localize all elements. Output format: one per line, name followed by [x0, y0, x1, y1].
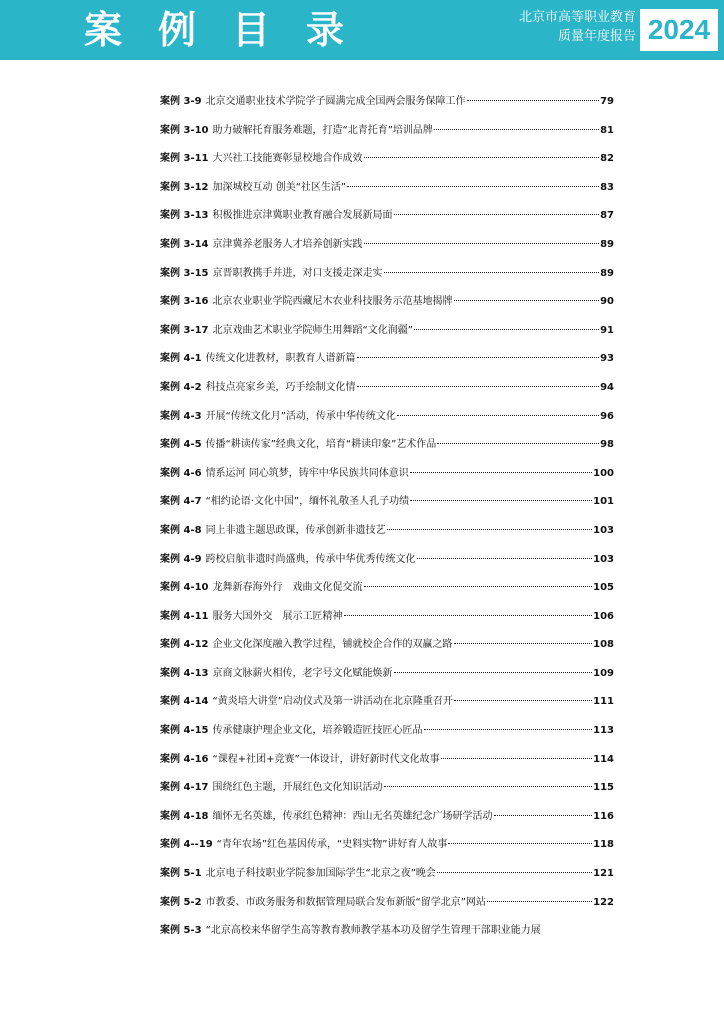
toc-entry[interactable]	[160, 774, 614, 803]
toc-entry-title: 北京电子科技职业学院参加国际学生“北京之夜”晚会	[205, 868, 436, 880]
toc-entry[interactable]	[160, 688, 614, 717]
toc-entry[interactable]	[160, 231, 614, 260]
toc-entry-page: 98	[600, 439, 614, 451]
toc-entry[interactable]	[160, 117, 614, 146]
toc-entry-title: 企业文化深度融入教学过程，铺就校企合作的双赢之路	[212, 639, 453, 651]
toc-entry-page: 91	[600, 324, 614, 336]
toc-entry-number: 案例 5-1	[160, 868, 202, 880]
toc-leader-dots	[364, 242, 600, 244]
toc-entry-number: 案例 4-3	[160, 410, 202, 422]
toc-entry[interactable]	[160, 546, 614, 575]
toc-entry-number: 案例 4-16	[160, 753, 209, 765]
toc-leader-dots	[387, 528, 593, 530]
toc-entry-title: “青年农场”红色基因传承，“史料实物”讲好育人故事	[216, 839, 448, 851]
toc-entry-number: 案例 3-9	[160, 96, 202, 107]
toc-entry-title: 传承健康护理企业文化，培养锻造匠技匠心匠品	[212, 725, 423, 737]
toc-leader-dots	[397, 414, 599, 416]
toc-entry-title: 北京交通职业技术学院学子圆满完成全国两会服务保障工作	[205, 96, 466, 107]
report-subtitle-line2: 质量年度报告	[557, 29, 636, 44]
toc-entry[interactable]	[160, 603, 614, 632]
toc-entry-number: 案例 5-3	[160, 925, 202, 937]
toc-entry-number: 案例 3-16	[160, 296, 209, 308]
toc-leader-dots	[424, 728, 593, 730]
toc-entry-page: 106	[593, 610, 614, 622]
toc-entry-page: 96	[600, 410, 614, 422]
toc-leader-dots	[454, 642, 593, 644]
toc-leader-dots	[394, 671, 593, 673]
toc-entry-page: 103	[593, 553, 614, 565]
header-banner	[0, 0, 724, 60]
toc-entry[interactable]	[160, 574, 614, 603]
toc-entry-number: 案例 4-1	[160, 353, 202, 365]
report-subtitle-line1: 北京市高等职业教育	[518, 10, 636, 25]
toc-entry[interactable]	[160, 403, 614, 432]
toc-entry-title: 京津冀养老服务人才培养创新实践	[212, 238, 363, 250]
toc-entry-page: 83	[600, 181, 614, 193]
toc-entry-number: 案例 4-17	[160, 782, 209, 794]
toc-entry-page: 108	[593, 639, 614, 651]
toc-entry[interactable]	[160, 917, 614, 946]
toc-entry[interactable]	[160, 202, 614, 231]
toc-entry-page: 81	[600, 124, 614, 136]
toc-entry-page: 101	[593, 496, 614, 508]
toc-entry-page: 109	[593, 667, 614, 679]
toc-entry-title: “黄炎培大讲堂”启动仪式及第一讲活动在北京隆重召开	[212, 696, 453, 708]
toc-leader-dots	[434, 128, 599, 130]
toc-entry-number: 案例 3-12	[160, 181, 209, 193]
toc-entry-number: 案例 3-15	[160, 267, 209, 279]
toc-entry-page: 89	[600, 267, 614, 279]
page-title: 案例目录	[84, 8, 381, 52]
toc-entry-title: 龙舞新春海外行 戏曲文化促交流	[212, 582, 363, 594]
toc-entry-title: 情系运河 同心筑梦，铸牢中华民族共同体意识	[205, 467, 409, 479]
toc-entry-title: 积极推进京津冀职业教育融合发展新局面	[212, 210, 393, 222]
toc-entry-page: 79	[600, 96, 614, 107]
toc-entry-page: 103	[593, 524, 614, 536]
toc-entry-title: 大兴社工技能赛彰显校地合作成效	[212, 153, 363, 165]
toc-entry[interactable]	[160, 317, 614, 346]
toc-entry-title: “课程+社团+竞赛”一体设计，讲好新时代文化故事	[212, 753, 440, 765]
toc-entry[interactable]	[160, 803, 614, 832]
toc-entry[interactable]	[160, 460, 614, 489]
toc-entry-title: 加深城校互动 创美“社区生活”	[212, 181, 347, 193]
toc-entry[interactable]	[160, 345, 614, 374]
toc-entry-number: 案例 3-13	[160, 210, 209, 222]
toc-entry[interactable]	[160, 831, 614, 860]
toc-leader-dots	[410, 499, 592, 501]
toc-entry[interactable]	[160, 431, 614, 460]
toc-entry-number: 案例 4--19	[160, 839, 213, 851]
toc-entry[interactable]	[160, 746, 614, 775]
toc-entry-number: 案例 4-18	[160, 810, 209, 822]
toc-entry[interactable]	[160, 174, 614, 203]
toc-entry-title: 传播“耕读传家”经典文化，培育“耕读印象”艺术作品	[205, 439, 437, 451]
toc-entry[interactable]	[160, 374, 614, 403]
toc-entry[interactable]	[160, 717, 614, 746]
toc-entry-number: 案例 3-10	[160, 124, 209, 136]
toc-entry[interactable]	[160, 88, 614, 117]
table-of-contents	[160, 88, 614, 946]
toc-leader-dots	[394, 213, 600, 215]
toc-entry-number: 案例 3-17	[160, 324, 209, 336]
toc-leader-dots	[487, 900, 592, 902]
toc-entry[interactable]	[160, 889, 614, 918]
toc-entry-title: “北京高校来华留学生高等教育教师教学基本功及留学生管理干部职业能力展	[205, 925, 541, 937]
toc-entry-title: 京晋职教携手并进，对口支援走深走实	[212, 267, 383, 279]
toc-entry-title: 跨校启航非遗时尚盛典，传承中华优秀传统文化	[205, 553, 416, 565]
toc-entry-page: 121	[593, 868, 614, 880]
toc-entry[interactable]	[160, 288, 614, 317]
toc-entry-title: 传统文化进教材，职教育人谱新篇	[205, 353, 356, 365]
toc-entry[interactable]	[160, 488, 614, 517]
toc-entry-page: 113	[593, 725, 614, 737]
toc-entry-title: 服务大国外交 展示工匠精神	[212, 610, 343, 622]
toc-entry-number: 案例 4-12	[160, 639, 209, 651]
toc-leader-dots	[410, 471, 592, 473]
toc-entry-page: 105	[593, 582, 614, 594]
report-year: 2024	[640, 9, 718, 51]
toc-entry-page: 90	[600, 296, 614, 308]
toc-entry-number: 案例 3-14	[160, 238, 209, 250]
toc-entry-number: 案例 4-7	[160, 496, 202, 508]
toc-entry-page: 93	[600, 353, 614, 365]
toc-entry-page: 100	[593, 467, 614, 479]
toc-leader-dots	[357, 356, 600, 358]
toc-leader-dots	[448, 842, 592, 844]
toc-leader-dots	[384, 271, 600, 273]
toc-entry-page: 116	[593, 810, 614, 822]
toc-leader-dots	[494, 814, 593, 816]
toc-entry-title: 市教委、市政务服务和数据管理局联合发布新版“留学北京”网站	[205, 896, 486, 908]
toc-entry-number: 案例 4-11	[160, 610, 209, 622]
toc-entry-title: 科技点亮家乡美，巧手绘制文化情	[205, 381, 356, 393]
toc-entry-number: 案例 4-5	[160, 439, 202, 451]
toc-entry-page: 87	[600, 210, 614, 222]
toc-entry-number: 案例 4-8	[160, 524, 202, 536]
toc-leader-dots	[437, 871, 592, 873]
toc-entry-number: 案例 4-2	[160, 381, 202, 393]
toc-leader-dots	[364, 156, 600, 158]
toc-entry-page: 118	[593, 839, 614, 851]
toc-leader-dots	[414, 328, 599, 330]
toc-leader-dots	[454, 699, 592, 701]
toc-entry-title: 缅怀无名英雄，传承红色精神：西山无名英雄纪念广场研学活动	[212, 810, 493, 822]
toc-entry-page: 114	[593, 753, 614, 765]
toc-leader-dots	[347, 185, 599, 187]
toc-entry-title: 助力破解托育服务难题，打造“北青托育”培训品牌	[212, 124, 433, 136]
toc-leader-dots	[357, 385, 600, 387]
toc-entry[interactable]	[160, 260, 614, 289]
toc-entry-number: 案例 4-6	[160, 467, 202, 479]
toc-leader-dots	[454, 299, 600, 301]
toc-leader-dots	[364, 585, 593, 587]
toc-leader-dots	[467, 99, 600, 101]
toc-entry-number: 案例 4-9	[160, 553, 202, 565]
toc-entry-title: 京商文脉薪火相传，老字号文化赋能焕新	[212, 667, 393, 679]
toc-entry-number: 案例 3-11	[160, 153, 209, 165]
toc-entry-number: 案例 5-2	[160, 896, 202, 908]
toc-entry-page: 82	[600, 153, 614, 165]
toc-entry-title: 北京农业职业学院西藏尼木农业科技服务示范基地揭牌	[212, 296, 453, 308]
toc-entry-page: 89	[600, 238, 614, 250]
toc-entry-number: 案例 4-15	[160, 725, 209, 737]
toc-entry-title: 围绕红色主题，开展红色文化知识活动	[212, 782, 383, 794]
toc-entry-number: 案例 4-13	[160, 667, 209, 679]
toc-entry-title: 开展“传统文化月”活动，传承中华传统文化	[205, 410, 396, 422]
toc-leader-dots	[441, 757, 592, 759]
toc-entry-page: 122	[593, 896, 614, 908]
toc-entry-page: 94	[600, 381, 614, 393]
toc-entry-title: 北京戏曲艺术职业学院师生用舞蹈“文化润疆”	[212, 324, 413, 336]
toc-entry-number: 案例 4-10	[160, 582, 209, 594]
toc-entry[interactable]	[160, 860, 614, 889]
toc-entry[interactable]	[160, 517, 614, 546]
toc-leader-dots	[437, 442, 599, 444]
toc-entry[interactable]	[160, 631, 614, 660]
toc-entry-title: 同上非遗主题思政课，传承创新非遗技艺	[205, 524, 386, 536]
toc-leader-dots	[344, 614, 593, 616]
report-subtitle	[486, 8, 636, 46]
toc-entry-number: 案例 4-14	[160, 696, 209, 708]
toc-leader-dots	[417, 557, 593, 559]
toc-entry[interactable]	[160, 660, 614, 689]
toc-entry-page: 111	[593, 696, 614, 708]
toc-entry[interactable]	[160, 145, 614, 174]
toc-entry-page: 115	[593, 782, 614, 794]
toc-leader-dots	[384, 785, 593, 787]
toc-entry-title: “相约论语·文化中国”，缅怀礼敬圣人孔子功绩	[205, 496, 410, 508]
